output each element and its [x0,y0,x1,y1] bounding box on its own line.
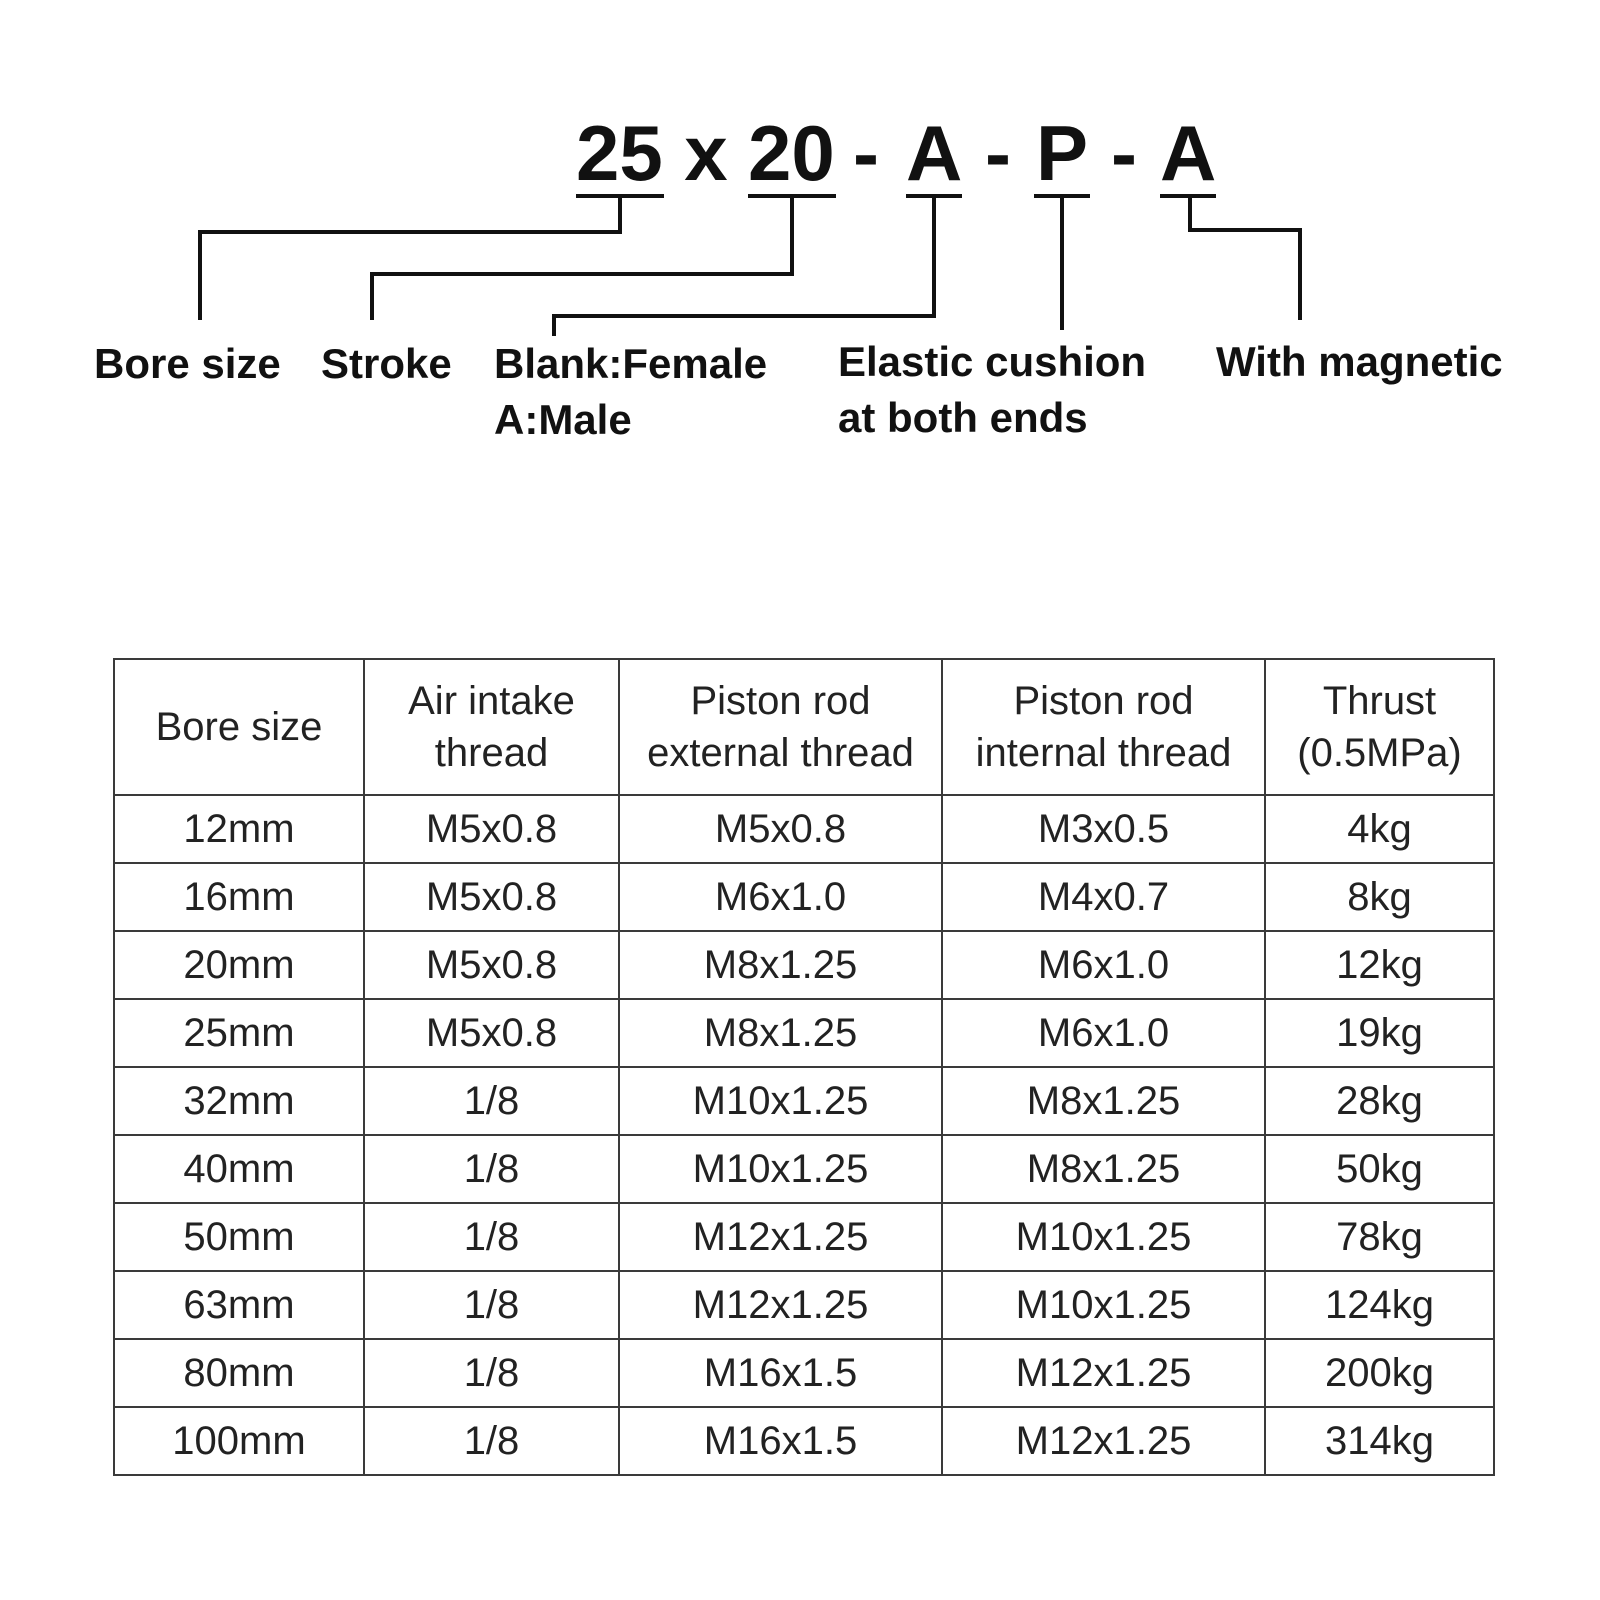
cell-internal-thread: M3x0.5 [942,795,1265,863]
cell-internal-thread: M8x1.25 [942,1067,1265,1135]
table-row [114,863,1494,931]
code-separator-dash-2: - [985,109,1011,197]
cell-internal-thread: M8x1.25 [942,1135,1265,1203]
cell-thrust: 200kg [1265,1339,1494,1407]
cell-bore-size: 50mm [114,1203,364,1271]
cell-internal-thread: M12x1.25 [942,1339,1265,1407]
label-magnetic: With magnetic [1216,338,1503,385]
leader-stroke [372,196,792,320]
cell-bore-size: 40mm [114,1135,364,1203]
cell-bore-size: 80mm [114,1339,364,1407]
code-part-bore: 25 [576,109,663,197]
cell-external-thread: M8x1.25 [619,999,942,1067]
model-code-diagram [0,0,1600,560]
leader-magnetic [1190,196,1300,320]
cell-bore-size: 12mm [114,795,364,863]
label-rod-end-line2: A:Male [494,396,632,443]
table-row [114,1203,1494,1271]
spec-table [113,658,1495,1476]
header-bore-size: Bore size [114,659,364,795]
cell-thrust: 28kg [1265,1067,1494,1135]
table-row [114,931,1494,999]
code-part-cushion: P [1035,109,1089,197]
table-header-row [114,659,1494,795]
cell-external-thread: M10x1.25 [619,1067,942,1135]
header-piston-rod-internal-thread: Piston rod internal thread [942,659,1265,795]
label-cushion-line2: at both ends [838,394,1088,441]
cell-thrust: 4kg [1265,795,1494,863]
label-rod-end-line1: Blank:Female [494,340,768,387]
cell-air-intake-thread: 1/8 [364,1135,619,1203]
cell-bore-size: 16mm [114,863,364,931]
cell-air-intake-thread: 1/8 [364,1407,619,1475]
cell-air-intake-thread: M5x0.8 [364,795,619,863]
cell-air-intake-thread: 1/8 [364,1067,619,1135]
cell-air-intake-thread: M5x0.8 [364,863,619,931]
code-part-stroke: 20 [748,109,835,197]
cell-air-intake-thread: 1/8 [364,1271,619,1339]
table-row [114,1067,1494,1135]
cell-internal-thread: M4x0.7 [942,863,1265,931]
cell-thrust: 19kg [1265,999,1494,1067]
cell-thrust: 12kg [1265,931,1494,999]
cell-internal-thread: M6x1.0 [942,931,1265,999]
header-thrust: Thrust (0.5MPa) [1265,659,1494,795]
table-row [114,1135,1494,1203]
cell-air-intake-thread: M5x0.8 [364,931,619,999]
cell-bore-size: 32mm [114,1067,364,1135]
cell-bore-size: 100mm [114,1407,364,1475]
cell-external-thread: M6x1.0 [619,863,942,931]
cell-bore-size: 63mm [114,1271,364,1339]
table-row [114,1339,1494,1407]
cell-thrust: 78kg [1265,1203,1494,1271]
cell-external-thread: M16x1.5 [619,1407,942,1475]
label-stroke: Stroke [321,340,452,387]
table-row [114,1271,1494,1339]
cell-internal-thread: M12x1.25 [942,1407,1265,1475]
cell-thrust: 50kg [1265,1135,1494,1203]
table-row [114,999,1494,1067]
header-air-intake-thread: Air intake thread [364,659,619,795]
code-separator-x: x [684,109,728,197]
cell-air-intake-thread: M5x0.8 [364,999,619,1067]
cell-internal-thread: M10x1.25 [942,1271,1265,1339]
leader-lines [0,0,1600,560]
code-separator-dash-3: - [1111,109,1137,197]
cell-external-thread: M10x1.25 [619,1135,942,1203]
cell-thrust: 124kg [1265,1271,1494,1339]
cell-external-thread: M12x1.25 [619,1271,942,1339]
cell-air-intake-thread: 1/8 [364,1203,619,1271]
cell-external-thread: M5x0.8 [619,795,942,863]
leader-bore [200,196,620,320]
cell-bore-size: 25mm [114,999,364,1067]
cell-bore-size: 20mm [114,931,364,999]
cell-air-intake-thread: 1/8 [364,1339,619,1407]
cell-external-thread: M12x1.25 [619,1203,942,1271]
table-row [114,1407,1494,1475]
cell-external-thread: M8x1.25 [619,931,942,999]
header-piston-rod-external-thread: Piston rod external thread [619,659,942,795]
leader-rod-end [554,196,934,336]
cell-external-thread: M16x1.5 [619,1339,942,1407]
code-part-magnetic: A [1160,109,1217,197]
cell-internal-thread: M10x1.25 [942,1203,1265,1271]
code-part-rod-end: A [906,109,963,197]
cell-thrust: 314kg [1265,1407,1494,1475]
table-row [114,795,1494,863]
cell-thrust: 8kg [1265,863,1494,931]
label-cushion-line1: Elastic cushion [838,338,1147,385]
cell-internal-thread: M6x1.0 [942,999,1265,1067]
label-bore-size: Bore size [94,340,281,387]
code-separator-dash-1: - [853,109,879,197]
